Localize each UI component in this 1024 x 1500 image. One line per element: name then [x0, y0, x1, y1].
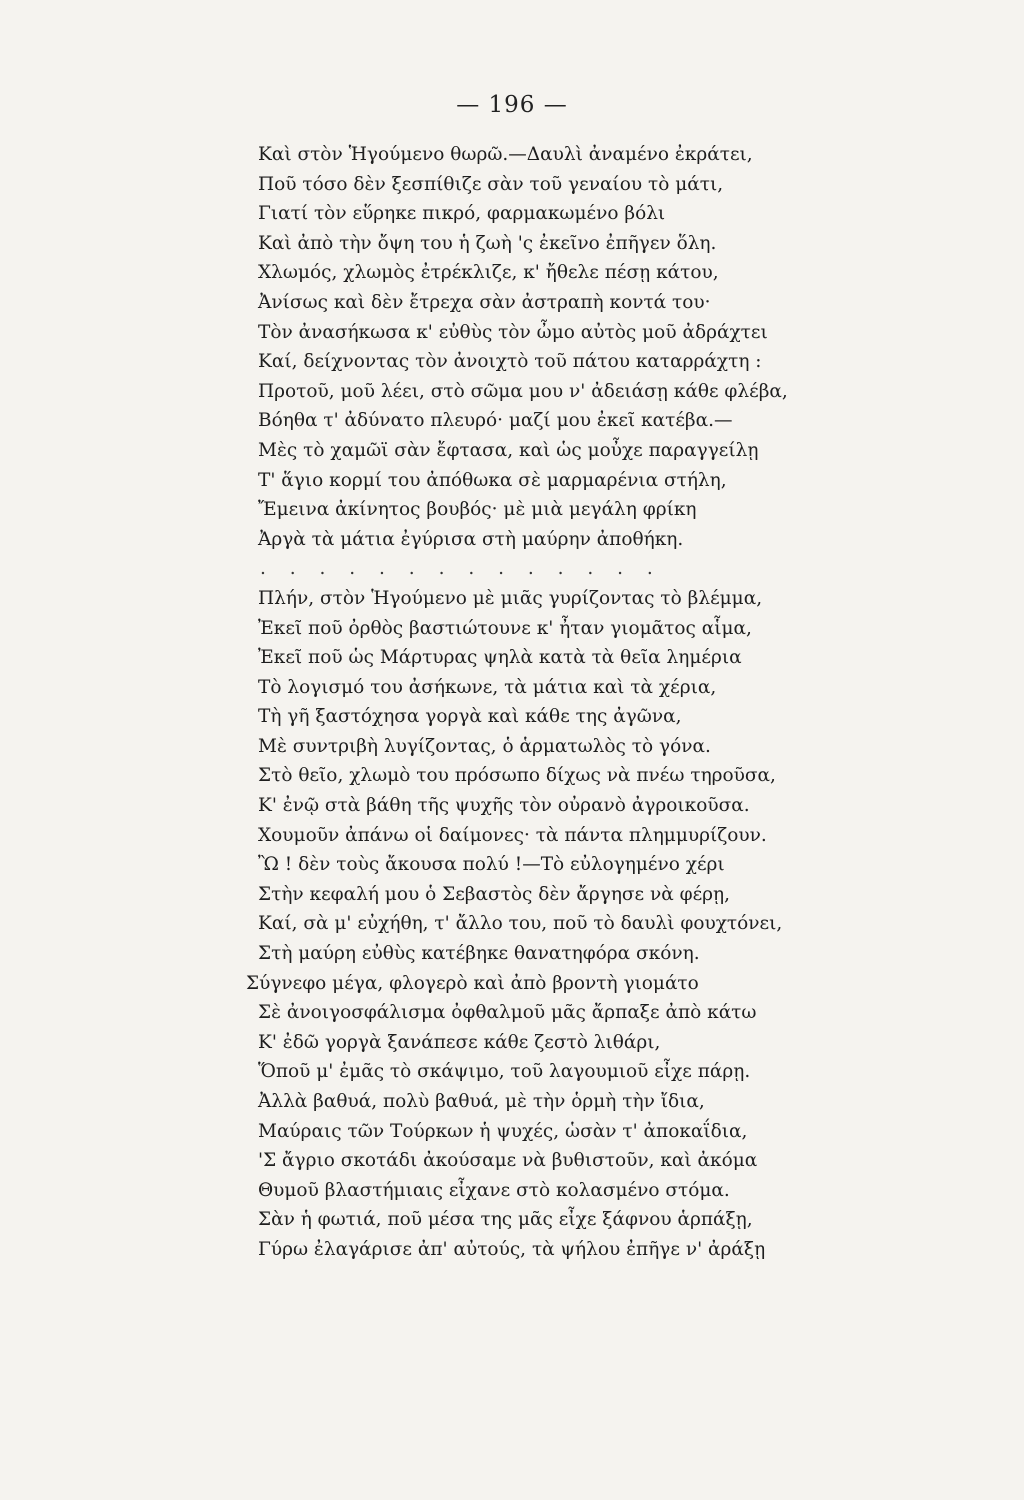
poem-line: Στὸ θεῖο, χλωμὸ του πρόσωπο δίχως νὰ πνέω τηροῦσα, [258, 765, 776, 787]
poem-line: Χουμοῦν ἀπάνω οἱ δαίμονες· τὰ πάντα πλημμυρίζουν. [258, 824, 767, 846]
poem-line: Ἐκεῖ ποῦ ὀρθὸς βαστιώτουνε κ' ἦταν γιομᾶτος αἷμα, [258, 617, 752, 639]
poem-line: Πλήν, στὸν Ἡγούμενο μὲ μιᾶς γυρίζοντας τὸ βλέμμα, [258, 587, 763, 609]
poem-line: Καὶ στὸν Ἡγούμενο θωρῶ.—Δαυλὶ ἀναμένο ἐκράτει, [258, 144, 753, 165]
poem-line: Μαύραις τῶν Τούρκων ἡ ψυχές, ὡσὰν τ' ἀποκαΐδια, [258, 1120, 748, 1142]
poem-line: Θυμοῦ βλαστήμιαις εἶχανε στὸ κολασμένο στόμα. [258, 1179, 730, 1201]
poem-line: Βόηθα τ' ἀδύνατο πλευρό· μαζί μου ἐκεῖ κατέβα.— [258, 410, 733, 432]
poem-line: Ἔμεινα ἀκίνητος βουβός· μὲ μιὰ μεγάλη φρίκη [258, 499, 697, 521]
poem-line: Ἀλλὰ βαθυά, πολὺ βαθυά, μὲ τὴν ὁρμὴ τὴν ἴδια, [258, 1091, 705, 1112]
poem-line: Στὴ μαύρη εὐθὺς κατέβηκε θανατηφόρα σκόνη. [258, 943, 700, 965]
poem-line: Ὢ ! δὲν τοὺς ἄκουσα πολύ !—Τὸ εὐλογημένο χέρι [258, 854, 725, 876]
poem-line: Μὲς τὸ χαμῶϊ σὰν ἔφτασα, καὶ ὡς μοὖχε παραγγείλῃ [258, 439, 759, 461]
poem-line: Κ' ἐδῶ γοργὰ ξανάπεσε κάθε ζεστὸ λιθάρι, [258, 1031, 661, 1053]
poem-line: Τὴ γῆ ξαστόχησα γοργὰ καὶ κάθε της ἀγῶνα, [258, 706, 682, 728]
poem-line: Ἐκεῖ ποῦ ὡς Μάρτυρας ψηλὰ κατὰ τὰ θεῖα λημέρια [258, 647, 742, 669]
poem-line: Καὶ ἀπὸ τὴν ὄψη του ἡ ζωὴ 'ς ἐκεῖνο ἐπῆγεν ὅλη. [258, 232, 717, 254]
poem-line: Ἀργὰ τὰ μάτια ἐγύρισα στὴ μαύρην ἀποθήκη. [258, 528, 684, 550]
poem-line: Ἀνίσως καὶ δὲν ἔτρεχα σὰν ἀστραπὴ κοντά του· [258, 291, 711, 313]
poem-line: Τ' ἅγιο κορμί του ἀπόθωκα σὲ μαρμαρένια στήλη, [258, 469, 727, 491]
poem-line: Μὲ συντριβὴ λυγίζοντας, ὁ ἁρματωλὸς τὸ γόνα. [258, 735, 711, 757]
poem-line: Τὸν ἀνασήκωσα κ' εὐθὺς τὸν ὦμο αὐτὸς μοῦ ἀδράχτει [258, 321, 768, 343]
page-number: — 196 — [456, 92, 568, 118]
poem-line: Προτοῦ, μοῦ λέει, στὸ σῶμα μου ν' ἀδειάσῃ κάθε φλέβα, [258, 380, 788, 402]
poem-line: 'Σ ἄγριο σκοτάδι ἀκούσαμε νὰ βυθιστοῦν, καὶ ἀκόμα [258, 1150, 758, 1172]
poem-line: Κ' ἐνῷ στὰ βάθη τῆς ψυχῆς τὸν οὐρανὸ ἀγροικοῦσα. [258, 795, 750, 817]
poem-line: Καί, σὰ μ' εὐχήθη, τ' ἄλλο του, ποῦ τὸ δαυλὶ φουχτόνει, [258, 913, 783, 935]
poem-line: Τὸ λογισμό του ἀσήκωνε, τὰ μάτια καὶ τὰ χέρια, [258, 676, 717, 698]
poem-line: Σύγνεφο μέγα, φλογερὸ καὶ ἀπὸ βροντὴ γιομάτο [246, 972, 699, 994]
section-separator: . . . . . . . . . . . . . . [260, 558, 653, 580]
poem-line: Χλωμός, χλωμὸς ἐτρέκλιζε, κ' ἤθελε πέσῃ κάτου, [258, 262, 719, 284]
poem-line: Ποῦ τόσο δὲν ξεσπίθιζε σὰν τοῦ γεναίου τὸ μάτι, [258, 173, 724, 195]
poem-line: Ὅποῦ μ' ἐμᾶς τὸ σκάψιμο, τοῦ λαγουμιοῦ εἶχε πάρῃ. [258, 1061, 751, 1083]
poem-line: Γιατί τὸν εὕρηκε πικρό, φαρμακωμένο βόλι [258, 203, 666, 225]
poem-line: Σὲ ἀνοιγοσφάλισμα ὀφθαλμοῦ μᾶς ἄρπαξε ἀπὸ κάτω [258, 1002, 757, 1024]
poem-line: Καί, δείχνοντας τὸν ἀνοιχτὸ τοῦ πάτου καταρράχτη : [258, 351, 762, 373]
poem-line: Σὰν ἡ φωτιά, ποῦ μέσα της μᾶς εἶχε ξάφνου ἁρπάξῃ, [258, 1209, 753, 1231]
poem-line: Στὴν κεφαλή μου ὁ Σεβαστὸς δὲν ἄργησε νὰ φέρῃ, [258, 883, 731, 905]
poem-line: Γύρω ἐλαγάρισε ἀπ' αὐτούς, τὰ ψήλου ἐπῆγε ν' ἀράξῃ [258, 1238, 766, 1260]
poem-text [246, 140, 898, 1265]
